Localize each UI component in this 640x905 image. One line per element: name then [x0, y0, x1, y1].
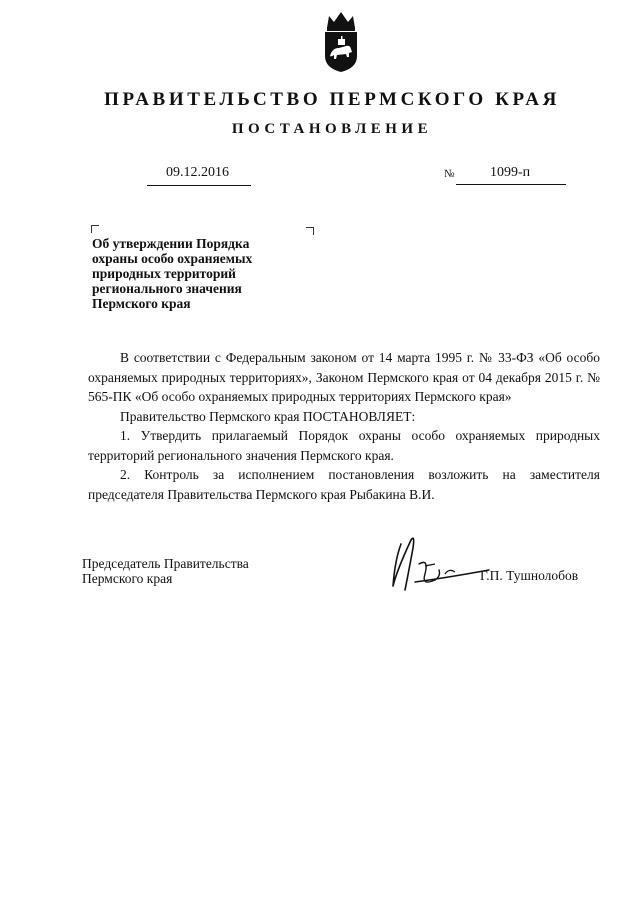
preamble-paragraph: В соответствии с Федеральным законом от 14 марта 1995 г. № 33-ФЗ «Об особо охраняемых природных территориях», Законом Пермского края от 04 декабря 2015 г. № 565-ПК «Об особо охраняемых природных территориях Пермского края» [88, 350, 600, 404]
signatory-role [82, 556, 249, 586]
organization-name: ПРАВИТЕЛЬСТВО ПЕРМСКОГО КРАЯ [104, 89, 560, 110]
number-sign: № [444, 168, 455, 180]
number-underline [456, 184, 566, 185]
signatory-name: Г.П. Тушнолобов [480, 568, 579, 583]
item-1-paragraph: 1. Утвердить прилагаемый Порядок охраны особо охраняемых природных территорий регионального значения Пермского края. [88, 428, 600, 463]
signatory-role-line: Пермского края [82, 571, 173, 586]
document-body [88, 348, 600, 504]
signatory-role-line: Председатель Правительства [82, 556, 249, 571]
coat-of-arms-icon [319, 10, 363, 74]
handwritten-signature [385, 530, 495, 598]
document-number: 1099-п [490, 165, 531, 180]
number-field [444, 165, 566, 185]
title-corner-right [306, 227, 314, 235]
date-field [147, 165, 251, 186]
item-2-paragraph: 2. Контроль за исполнением постановления возложить на заместителя председателя Правительства Пермского края Рыбакина В.И. [88, 467, 600, 502]
document-type: ПОСТАНОВЛЕНИЕ [231, 121, 433, 137]
title-line: Пермского края [92, 296, 191, 311]
title-line: охраны особо охраняемых [92, 251, 253, 266]
document-date: 09.12.2016 [166, 165, 229, 180]
document-title [92, 236, 292, 311]
title-line: природных территорий [92, 266, 236, 281]
resolves-paragraph: Правительство Пермского края ПОСТАНОВЛЯЕТ: [120, 408, 416, 424]
title-corner-left [91, 225, 99, 233]
title-line: регионального значения [92, 281, 242, 296]
title-line: Об утверждении Порядка [92, 236, 250, 251]
